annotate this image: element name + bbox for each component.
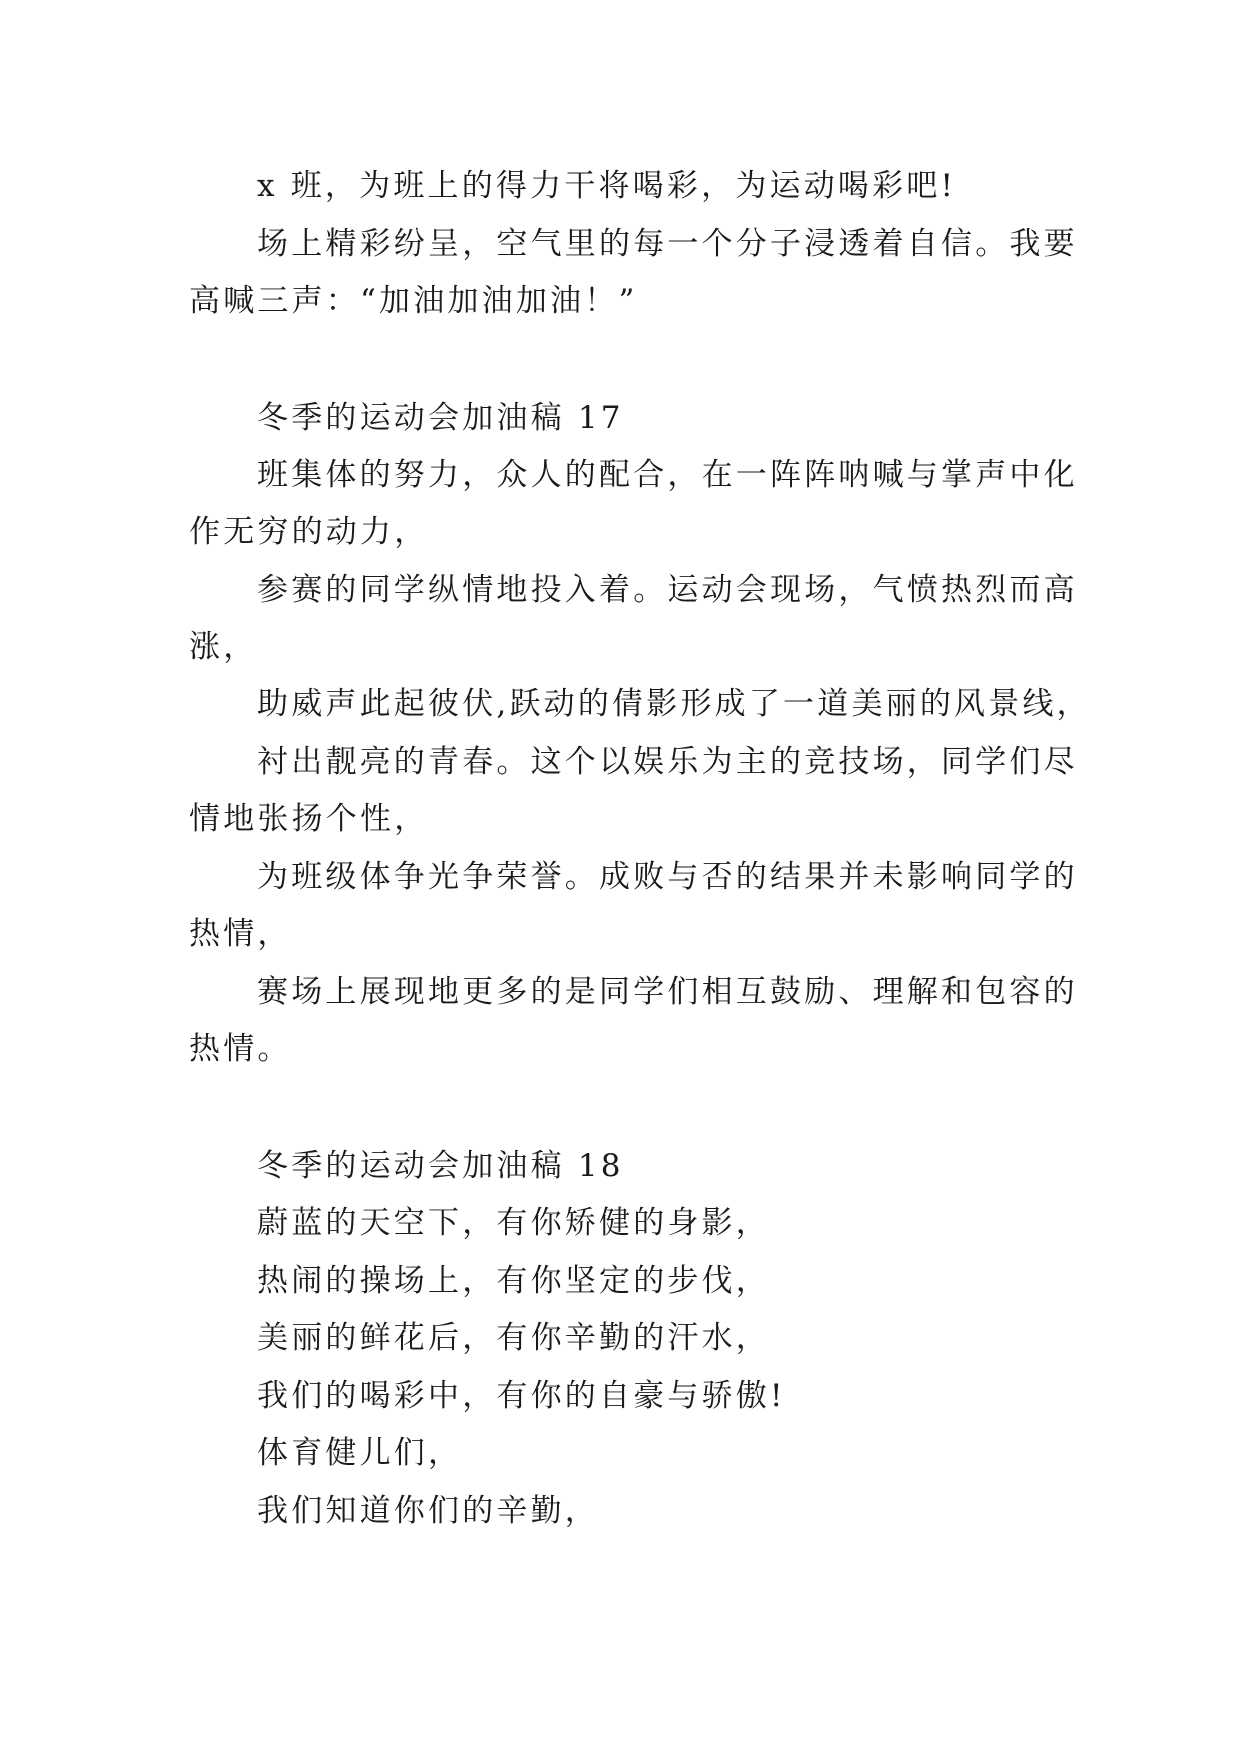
paragraph-line: 作无穷的动力，	[189, 514, 429, 550]
section-heading: 冬季的运动会加油稿 18	[257, 1148, 624, 1184]
paragraph-line: 参赛的同学纵情地投入着。运动会现场，气愤热烈而高	[257, 572, 1078, 608]
paragraph-line: 美丽的鲜花后，有你辛勤的汗水，	[257, 1320, 770, 1356]
paragraph-line: 我们知道你们的辛勤，	[257, 1493, 599, 1529]
paragraph-line: 情地张扬个性，	[189, 801, 429, 837]
paragraph-line: 热情，	[189, 916, 292, 952]
paragraph-line: 涨，	[189, 629, 258, 665]
paragraph-line: 场上精彩纷呈，空气里的每一个分子浸透着自信。我要	[257, 226, 1078, 262]
paragraph-line: 我们的喝彩中，有你的自豪与骄傲!	[257, 1378, 786, 1414]
paragraph-line: 助威声此起彼伏,跃动的倩影形成了一道美丽的风景线，	[257, 686, 1091, 722]
paragraph-line: 热闹的操场上，有你坚定的步伐，	[257, 1263, 770, 1299]
paragraph-line: 班集体的努力，众人的配合，在一阵阵呐喊与掌声中化	[257, 457, 1078, 493]
paragraph-line: 蔚蓝的天空下，有你矫健的身影，	[257, 1205, 770, 1241]
paragraph-line: 赛场上展现地更多的是同学们相互鼓励、理解和包容的	[257, 974, 1078, 1010]
paragraph-line: 衬出靓亮的青春。这个以娱乐为主的竞技场，同学们尽	[257, 744, 1078, 780]
paragraph-line: x 班，为班上的得力干将喝彩，为运动喝彩吧!	[257, 168, 957, 204]
section-heading: 冬季的运动会加油稿 17	[257, 400, 624, 436]
paragraph-line: 体育健儿们，	[257, 1435, 463, 1471]
paragraph-line: 热情。	[189, 1031, 292, 1067]
paragraph-line: 为班级体争光争荣誉。成败与否的结果并未影响同学的	[257, 859, 1078, 895]
paragraph-line: 高喊三声：“加油加油加油！”	[189, 283, 638, 319]
